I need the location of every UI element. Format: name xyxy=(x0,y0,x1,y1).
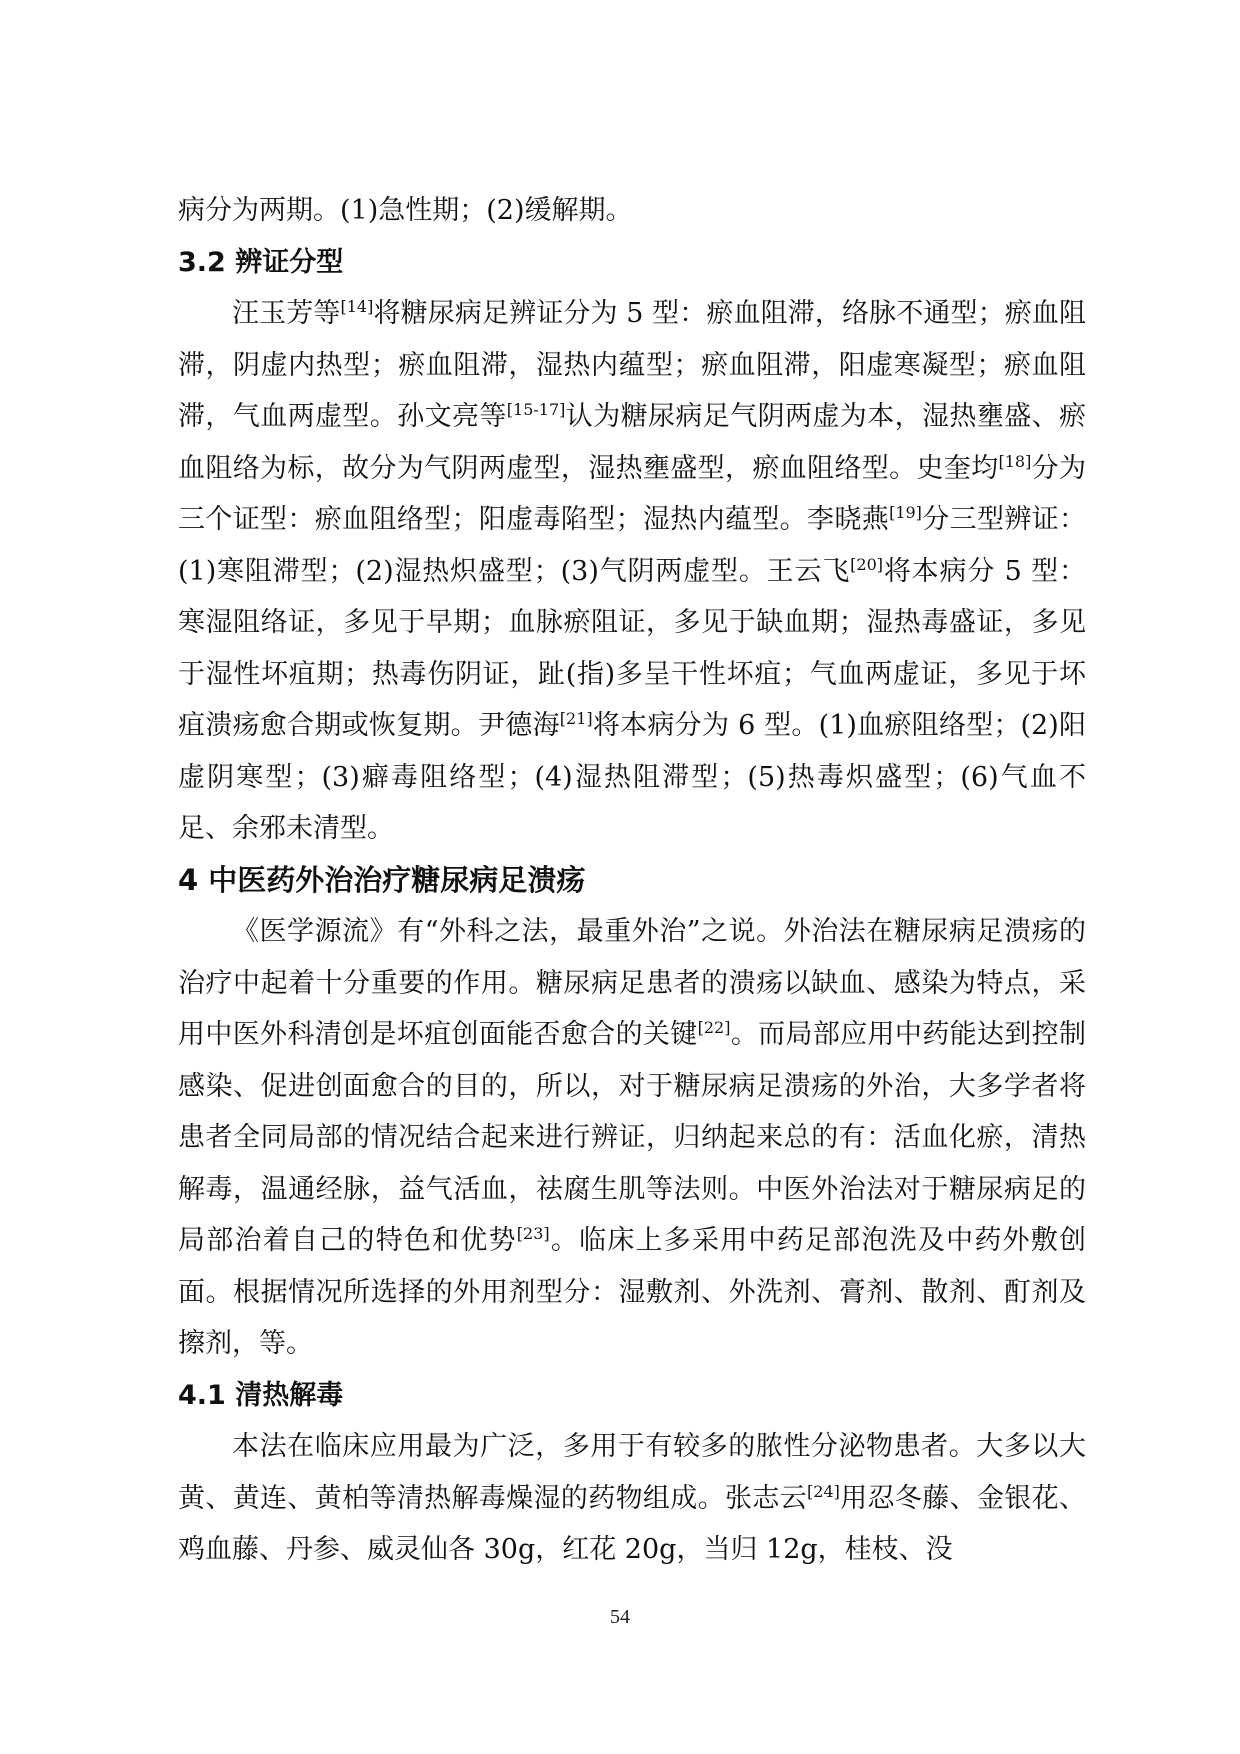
citation-reference: [21] xyxy=(559,709,593,728)
citation-reference: [14] xyxy=(340,297,374,316)
text-run: 本法在临床应用最为广泛，多用于有较多的脓性分泌物患者。大多以大黄、黄连、黄柏等清热解毒燥湿的药物组成。张志云 xyxy=(178,1431,1086,1514)
body-paragraph xyxy=(178,288,1086,855)
text-run: 。而局部应用中药能达到控制感染、促进创面愈合的目的，所以，对于糖尿病足溃疡的外治，大多学者将患者全同局部的情况结合起来进行辨证，归纳起来总的有：活血化瘀，清热解毒，温通经脉，益气活血，祛腐生肌等法则。中医外治法对于糖尿病足的局部治着自己的特色和优势 xyxy=(178,1019,1087,1256)
document-body xyxy=(178,185,1086,1576)
citation-reference: [22] xyxy=(697,1018,731,1037)
body-paragraph xyxy=(178,185,1086,237)
text-run: 。临床上多采用中药足部泡洗及中药外敷创面。根据情况所选择的外用剂型分：湿敷剂、外洗剂、膏剂、散剂、酊剂及擦剂，等。 xyxy=(178,1225,1087,1359)
body-paragraph xyxy=(178,1421,1086,1576)
section-heading: 4 中医药外治治疗糖尿病足溃疡 xyxy=(178,862,586,897)
text-run: 认为糖尿病足气阴两虚为本，湿热壅盛、瘀血阻络为标，故分为气阴两虚型，湿热壅盛型，瘀血阻络型。史奎均 xyxy=(178,401,1086,484)
citation-reference: [24] xyxy=(807,1481,840,1501)
citation-reference: [15-17] xyxy=(506,400,566,419)
citation-reference: [20] xyxy=(850,554,884,574)
text-run: 将糖尿病足辨证分为 5 型：瘀血阻滞，络脉不通型；瘀血阻滞，阴虚内热型；瘀血阻滞，湿热内蕴型；瘀血阻滞，阳虚寒凝型；瘀血阻滞，气血两虚型。孙文亮等 xyxy=(178,298,1087,432)
text-run: 将本病分 5 型：寒湿阻络证，多见于早期；血脉瘀阻证，多见于缺血期；湿热毒盛证，多见于湿性坏疽期；热毒伤阴证，趾(指)多呈干性坏疽；气血两虚证，多见于坏疽溃疡愈合期或恢复期。尹德海 xyxy=(178,555,1086,741)
text-run: 病分为两期。(1)急性期；(2)缓解期。 xyxy=(178,195,633,226)
citation-reference: [18] xyxy=(998,451,1032,471)
citation-reference: [19] xyxy=(889,503,922,522)
text-run: 将本病分为 6 型。(1)血瘀阻络型；(2)阳虚阴寒型；(3)癖毒阻络型；(4)湿热阻滞型；(5)热毒炽盛型；(6)气血不足、余邪未清型。 xyxy=(178,710,1087,844)
text-run: 分为三个证型：瘀血阻络型；阳虚毒陷型；湿热内蕴型。李晓燕 xyxy=(178,452,1087,535)
text-run: 用忍冬藤、金银花、鸡血藤、丹参、威灵仙各 30g，红花 20g，当归 12g，桂枝、没 xyxy=(178,1482,1087,1565)
body-paragraph xyxy=(178,906,1086,1370)
citation-reference: [23] xyxy=(516,1224,550,1243)
section-heading: 3.2 辨证分型 xyxy=(178,246,344,278)
page-number: 54 xyxy=(610,1606,630,1628)
text-run: 汪玉芳等 xyxy=(232,298,341,329)
text-run: 分三型辨证：(1)寒阻滞型；(2)湿热炽盛型；(3)气阴两虚型。王云飞 xyxy=(178,504,1087,587)
text-run: 《医学源流》有“外科之法，最重外治”之说。外治法在糖尿病足溃疡的治疗中起着十分重要的作用。糖尿病足患者的溃疡以缺血、感染为特点，采用中医外科清创是坏疽创面能否愈合的关键 xyxy=(178,916,1086,1050)
section-heading: 4.1 清热解毒 xyxy=(178,1379,344,1411)
